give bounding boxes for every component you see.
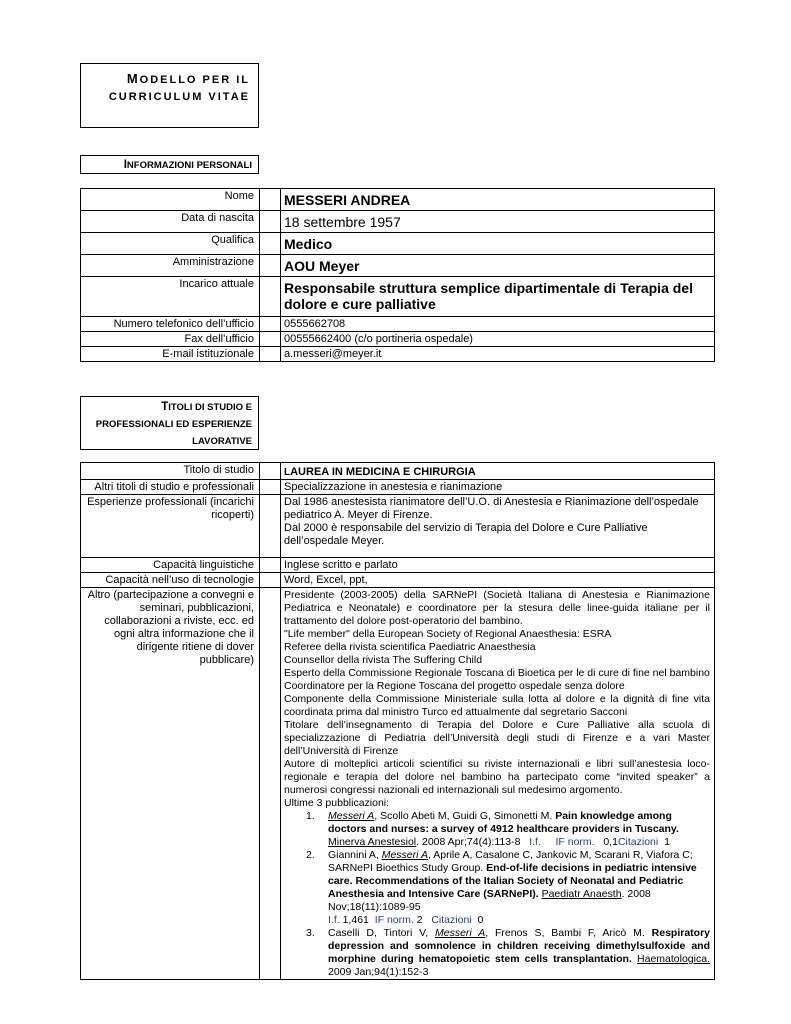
journal-link[interactable]: Haematologica.: [637, 953, 710, 965]
table-row: Data di nascita 18 settembre 1957: [81, 211, 715, 233]
publication-1: 1. Messeri A, Scollo Abeti M, Guidi G, Simonetti M. Pain knowledge among doctors and nurses: a survey of 4912 healthcare providers in Tuscany. Minerva Anestesiol. 2008 Apr;74(4):113-8 I.f. IF norm. 0,1Citazioni 1: [306, 810, 679, 848]
table-row: Numero telefonico dell’ufficio 0555662708: [81, 317, 715, 332]
section-titles-heading: TITOLI DI STUDIO E PROFESSIONALI ED ESPERIENZE LAVORATIVE: [80, 396, 259, 450]
personal-info-table: [80, 188, 715, 362]
table-row: Altro (partecipazione a convegni e seminari, pubblicazioni, collaborazioni a riviste, ecc. ed ogni altra informazione che il dirigente ritiene di dover pubblicare) Presidente (2003-2005) della SARNePI (Società Italiana di Anestesia e Rianimazione Pediatrica e Neonatale) e coordinatore per la stesura delle linee-guida italiane per il trattamento del dolore post-operatorio del bambino. "Life member" della European Society of Regional Anaesthesia: ESRA Referee della rivista scientifica Paediatric Anaesthesia Counsellor della rivista The Suffering Child Esperto della Commissione Regionale Toscana di Bioetica per le di cure di fine nel bambino Coordinatore per la Regione Toscana del progetto ospedale senza dolore Componente della Commissione Ministeriale sulla lotta al dolore e la dignità di fine vita coordinata prima dal ministro Turco ed attualmente dal segretario Sacconi Titolare dell’insegnamento di Terapia del Dolore e Cure Palliative alla scuola di specializzazione di Pediatria dell’Università degli studi di Firenze e a vari Master dell’Università di Firenze Autore di molteplici articoli scientifici su riviste internazionali e libri sull’anestesia loco-regionale e terapia del dolore nel bambino ha partecipato come “invited speaker” a numerosi congressi nazionali ed internazionali sul medesimo argomento. Ultime 3 pubblicazioni: 1. Messeri A, Scollo Abeti M, Guidi G, Simonetti M. Pain knowledge among doctors and nurses: a survey of 4912 healthcare providers in Tuscany. Minerva Anestesiol. 2008 Apr;74(4):113-8 I.f. IF norm. 0,1Citazioni 1 2. Giannini A, Messeri A, Aprile A, Casalone C, Jankovic M, Scarani R, Viafora C; SARNePI Bioethics Study Group. End-of-life decisions in pediatric intensive care. Recommendations of the Italian Society of Neonatal and Pediatric Anesthesia and Intensive Care (SARNePI). Paediatr Anaesth. 2008 Nov;18(11):1089-95 I.f. 1,461 IF norm. 2 Citazioni 0 3. Caselli D, Tintori V, Messeri A, Frenos S, Bambi F, Aricò M. Respiratory depression and somnolence in children receiving dimethylsulfoxide and morphine during hematopoietic stem cells transplantation. Haematologica. 2009 Jan;94(1):152-3: [81, 588, 715, 980]
value-titolo-studio: LAUREA IN MEDICINA E CHIRURGIA: [281, 463, 715, 480]
journal-link[interactable]: Minerva Anestesiol: [328, 836, 417, 848]
section-personal-heading: INFORMAZIONI PERSONALI: [80, 155, 259, 174]
value-incarico: Responsabile struttura semplice dipartimentale di Terapia del dolore e cure palliative: [281, 277, 715, 317]
table-row: Altri titoli di studio e professionali Specializzazione in anestesia e rianimazione: [81, 480, 715, 495]
studies-table: [80, 462, 715, 980]
table-row: Incarico attuale Responsabile struttura semplice dipartimentale di Terapia del dolore e cure palliative: [81, 277, 715, 317]
document-title: MODELLO PER IL: [126, 71, 250, 86]
value-telefono: 0555662708: [281, 317, 715, 332]
author-link[interactable]: Messeri A: [434, 927, 486, 939]
author-link[interactable]: Messeri A: [381, 849, 428, 861]
value-amministrazione: AOU Meyer: [281, 255, 715, 277]
value-esperienze: Dal 1986 anestesista rianimatore dell’U.O. di Anestesia e Rianimazione dell’ospedale pediatrico A. Meyer di Firenze. Dal 2000 è responsabile del servizio di Terapia del Dolore e Cure Palliative dell’ospedale Meyer.: [281, 495, 715, 558]
document-subtitle: CURRICULUM VITAE: [108, 91, 250, 103]
table-row: Qualifica Medico: [81, 233, 715, 255]
table-row: Capacità nell’uso di tecnologie Word, Excel, ppt,: [81, 573, 715, 588]
publication-3: 3. Caselli D, Tintori V, Messeri A, Frenos S, Bambi F, Aricò M. Respiratory depression and somnolence in children receiving dimethylsulfoxide and morphine during hematopoietic stem cells transplantation. Haematologica. 2009 Jan;94(1):152-3: [306, 927, 711, 978]
table-row: Fax dell’ufficio 00555662400 (c/o portineria ospedale): [81, 332, 715, 347]
value-fax: 00555662400 (c/o portineria ospedale): [281, 332, 715, 347]
table-row: Esperienze professionali (incarichi ricoperti) Dal 1986 anestesista rianimatore dell’U.O. di Anestesia e Rianimazione dell’ospedale pediatrico A. Meyer di Firenze. Dal 2000 è responsabile del servizio di Terapia del Dolore e Cure Palliative dell’ospedale Meyer.: [81, 495, 715, 558]
value-email: a.messeri@meyer.it: [281, 347, 715, 362]
table-row: Capacità linguistiche Inglese scritto e parlato: [81, 558, 715, 573]
table-row: Amministrazione AOU Meyer: [81, 255, 715, 277]
value-nome: MESSERI ANDREA: [281, 189, 715, 211]
table-row: [81, 189, 715, 211]
author-link[interactable]: Messeri A: [328, 810, 375, 822]
journal-link[interactable]: Paediatr Anaesth: [541, 888, 622, 900]
publication-2: 2. Giannini A, Messeri A, Aprile A, Casalone C, Jankovic M, Scarani R, Viafora C; SARNePI Bioethics Study Group. End-of-life decisions in pediatric intensive care. Recommendations of the Italian Society of Neonatal and Pediatric Anesthesia and Intensive Care (SARNePI). Paediatr Anaesth. 2008 Nov;18(11):1089-95 I.f. 1,461 IF norm. 2 Citazioni 0: [306, 849, 697, 926]
label-nome: Nome: [81, 189, 260, 211]
table-row: E-mail istituzionale a.messeri@meyer.it: [81, 347, 715, 362]
value-data-nascita: 18 settembre 1957: [281, 211, 715, 233]
header-box: [80, 63, 259, 128]
table-row: Titolo di studio LAUREA IN MEDICINA E CHIRURGIA: [81, 463, 715, 480]
value-qualifica: Medico: [281, 233, 715, 255]
value-altro: Presidente (2003-2005) della SARNePI (Società Italiana di Anestesia e Rianimazione Pediatrica e Neonatale) e coordinatore per la stesura delle linee-guida italiane per il trattamento del dolore post-operatorio del bambino. "Life member" della European Society of Regional Anaesthesia: ESRA Referee della rivista scientifica Paediatric Anaesthesia Counsellor della rivista The Suffering Child Esperto della Commissione Regionale Toscana di Bioetica per le di cure di fine nel bambino Coordinatore per la Regione Toscana del progetto ospedale senza dolore Componente della Commissione Ministeriale sulla lotta al dolore e la dignità di fine vita coordinata prima dal ministro Turco ed attualmente dal segretario Sacconi Titolare dell’insegnamento di Terapia del Dolore e Cure Palliative alla scuola di specializzazione di Pediatria dell’Università degli studi di Firenze e a vari Master dell’Università di Firenze Autore di molteplici articoli scientifici su riviste internazionali e libri sull’anestesia loco-regionale e terapia del dolore nel bambino ha partecipato come “invited speaker” a numerosi congressi nazionali ed internazionali sul medesimo argomento. Ultime 3 pubblicazioni: 1. Messeri A, Scollo Abeti M, Guidi G, Simonetti M. Pain knowledge among doctors and nurses: a survey of 4912 healthcare providers in Tuscany. Minerva Anestesiol. 2008 Apr;74(4):113-8 I.f. IF norm. 0,1Citazioni 1 2. Giannini A, Messeri A, Aprile A, Casalone C, Jankovic M, Scarani R, Viafora C; SARNePI Bioethics Study Group. End-of-life decisions in pediatric intensive care. Recommendations of the Italian Society of Neonatal and Pediatric Anesthesia and Intensive Care (SARNePI). Paediatr Anaesth. 2008 Nov;18(11):1089-95 I.f. 1,461 IF norm. 2 Citazioni 0 3. Caselli D, Tintori V, Messeri A, Frenos S, Bambi F, Aricò M. Respiratory depression and somnolence in children receiving dimethylsulfoxide and morphine during hematopoietic stem cells transplantation. Haematologica. 2009 Jan;94(1):152-3: [281, 588, 715, 980]
